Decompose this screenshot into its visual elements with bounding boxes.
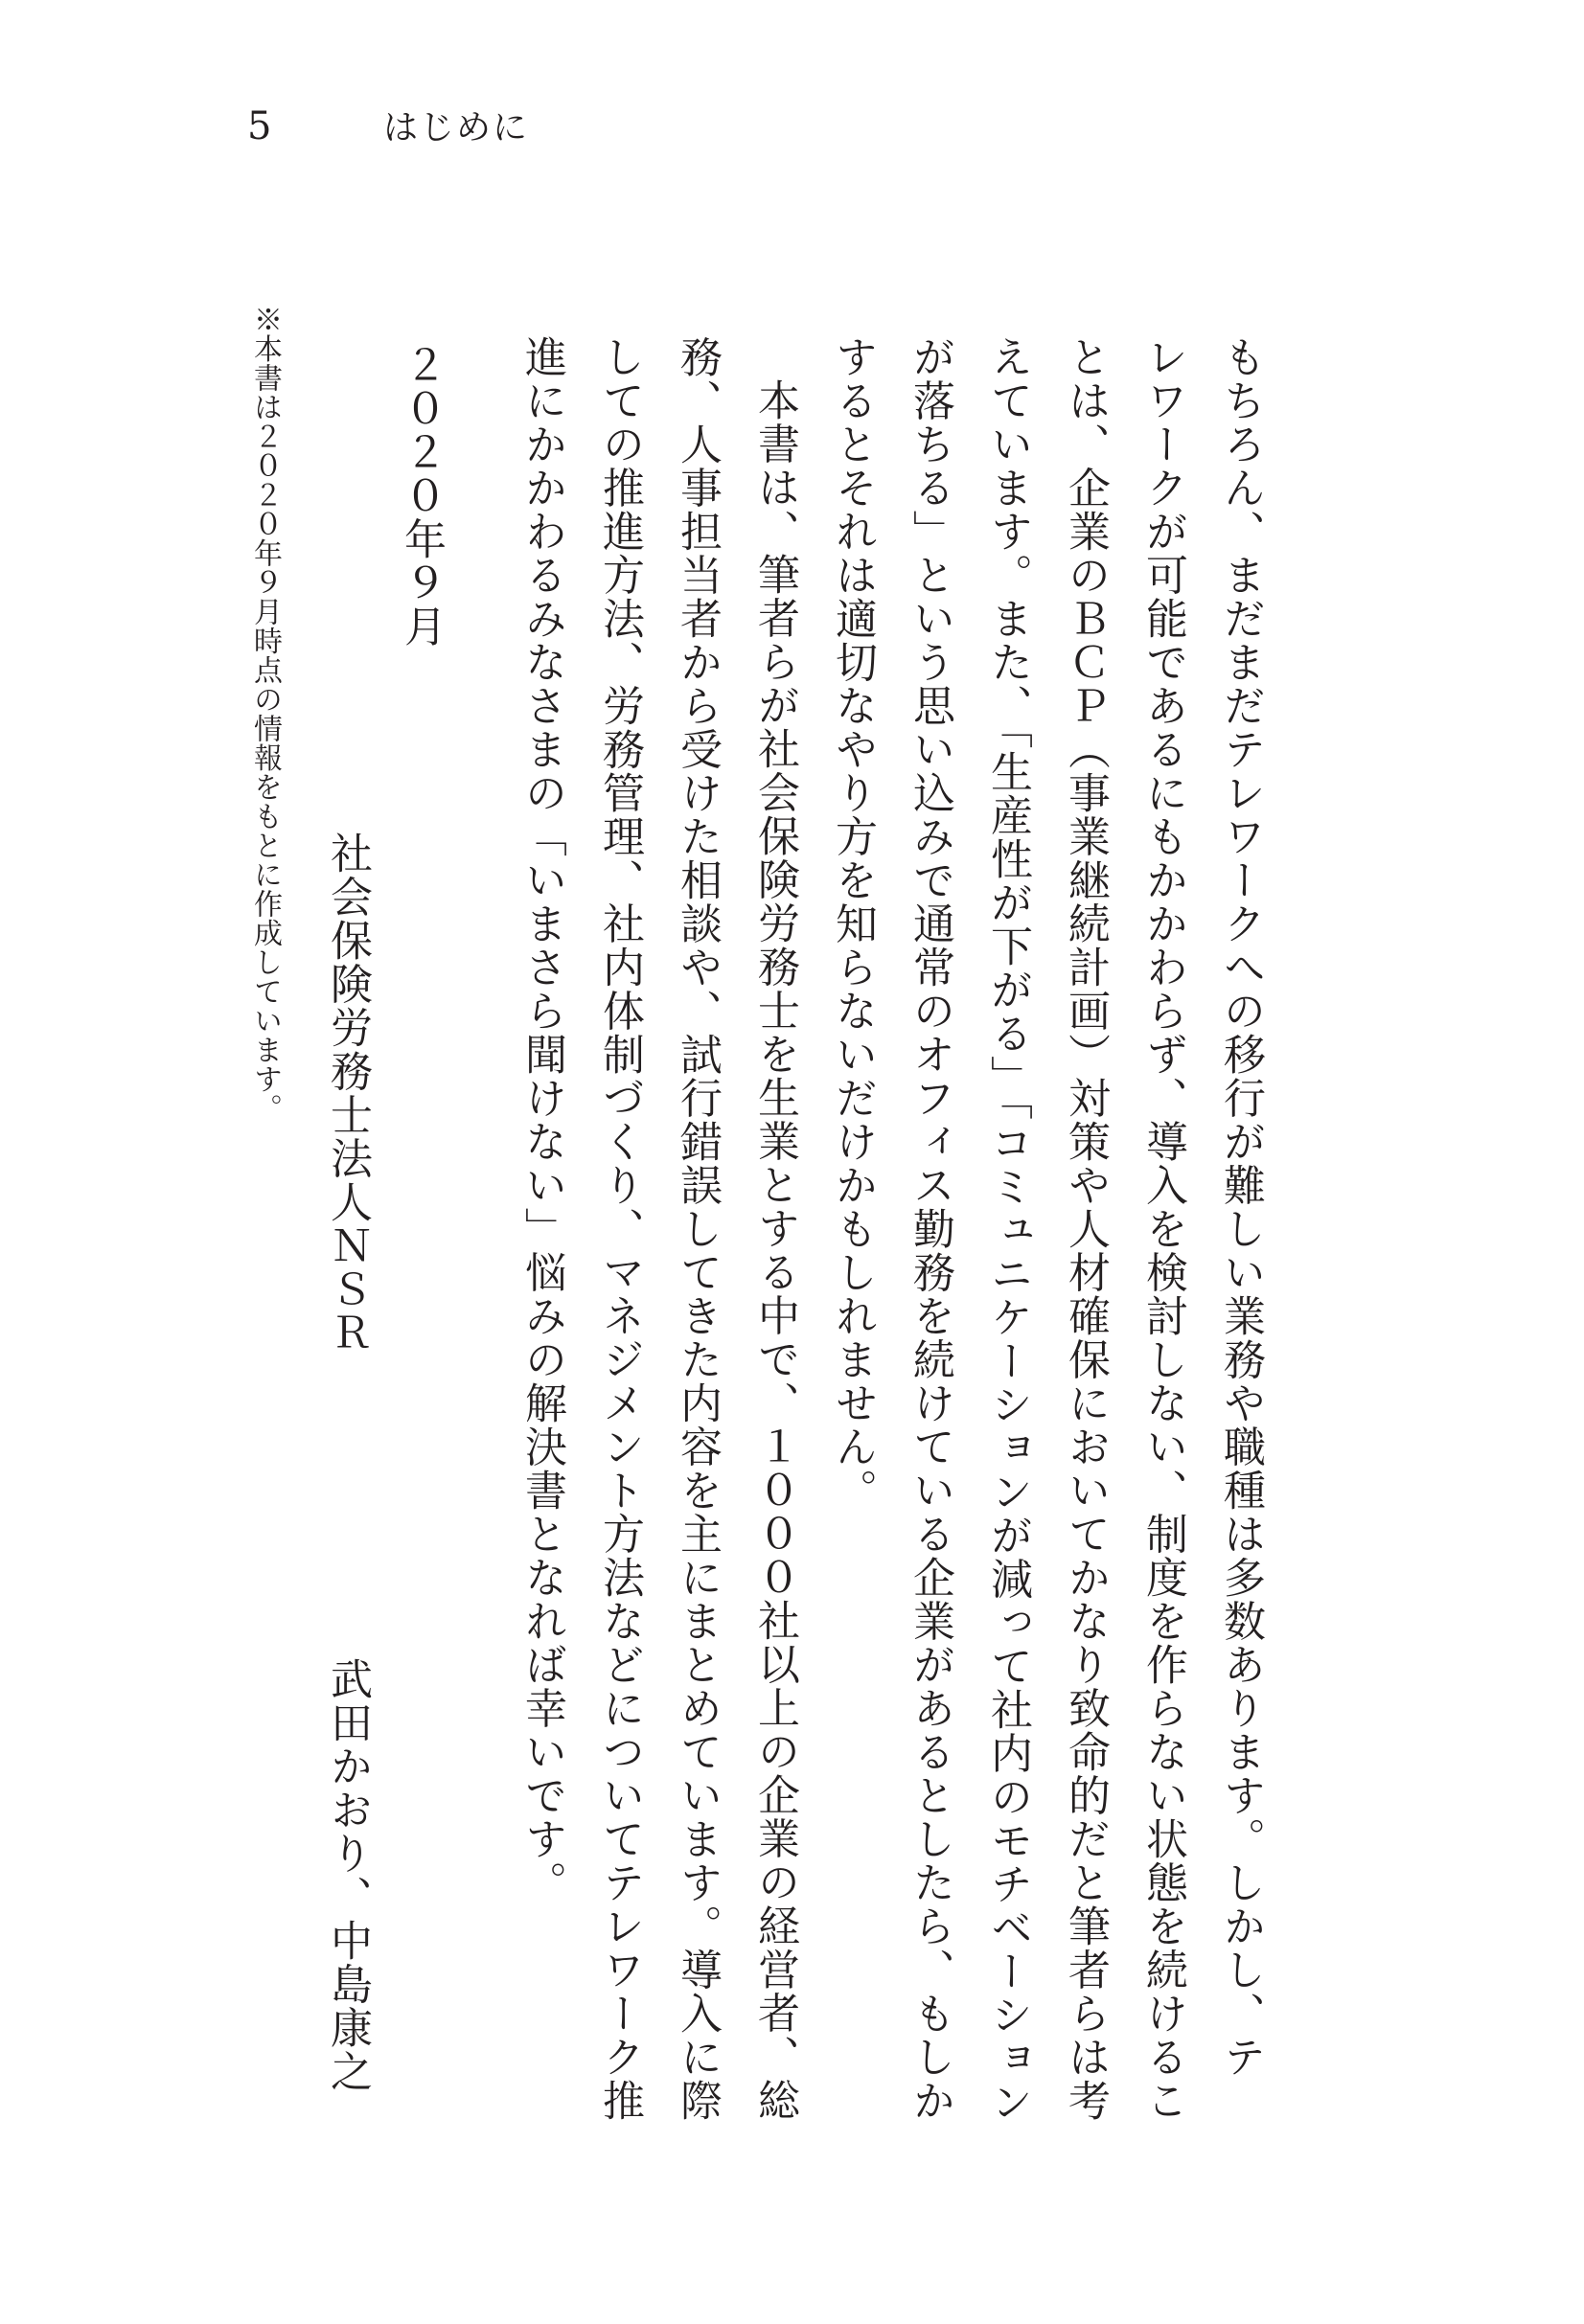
body-line: するとそれは適切なやり方を知らないだけかもしれません。 (828, 335, 877, 1513)
body-line: 務、人事担当者から受けた相談や、試行錯誤してきた内容を主にまとめています。導入に際 (673, 335, 722, 2123)
organization-name: 社会保険労務士法人ＮＳＲ (323, 832, 372, 1355)
body-line: えています。また、「生産性が下がる」「コミュニケーションが減って社内のモチベーション (983, 335, 1032, 2124)
body-line: レワークが可能であるにもかかわらず、導入を検討しない、制度を作らない状態を続けるこ (1138, 335, 1187, 2123)
running-head: はじめに (383, 108, 530, 148)
author-names: 武田かおり、中島康之 (323, 1657, 372, 2093)
body-line: しての推進方法、労務管理、社内体制づくり、マネジメント方法などについてテレワーク推 (595, 335, 644, 2123)
body-line: とは、企業のＢＣＰ（事業継続計画）対策や人材確保においてかなり致命的だと筆者らは考 (1061, 335, 1110, 2123)
footnote: ※本書は２０２０年９月時点の情報をもとに作成しています。 (248, 305, 282, 1123)
publication-date: ２０２０年９月 (397, 343, 446, 649)
body-line: 進にかかわるみなさまの「いまさら聞けない」悩みの解決書となれば幸いです。 (517, 335, 566, 1904)
page-number: 5 (247, 104, 272, 148)
body-line: 本書は、筆者らが社会保険労務士を生業とする中で、１０００社以上の企業の経営者、総 (750, 378, 799, 2122)
body-line: が落ちる」という思い込みで通常のオフィス勤務を続けている企業があるとしたら、もしか (906, 335, 954, 2123)
body-line: もちろん、まだまだテレワークへの移行が難しい業務や職種は多数あります。しかし、テ (1216, 335, 1265, 2079)
